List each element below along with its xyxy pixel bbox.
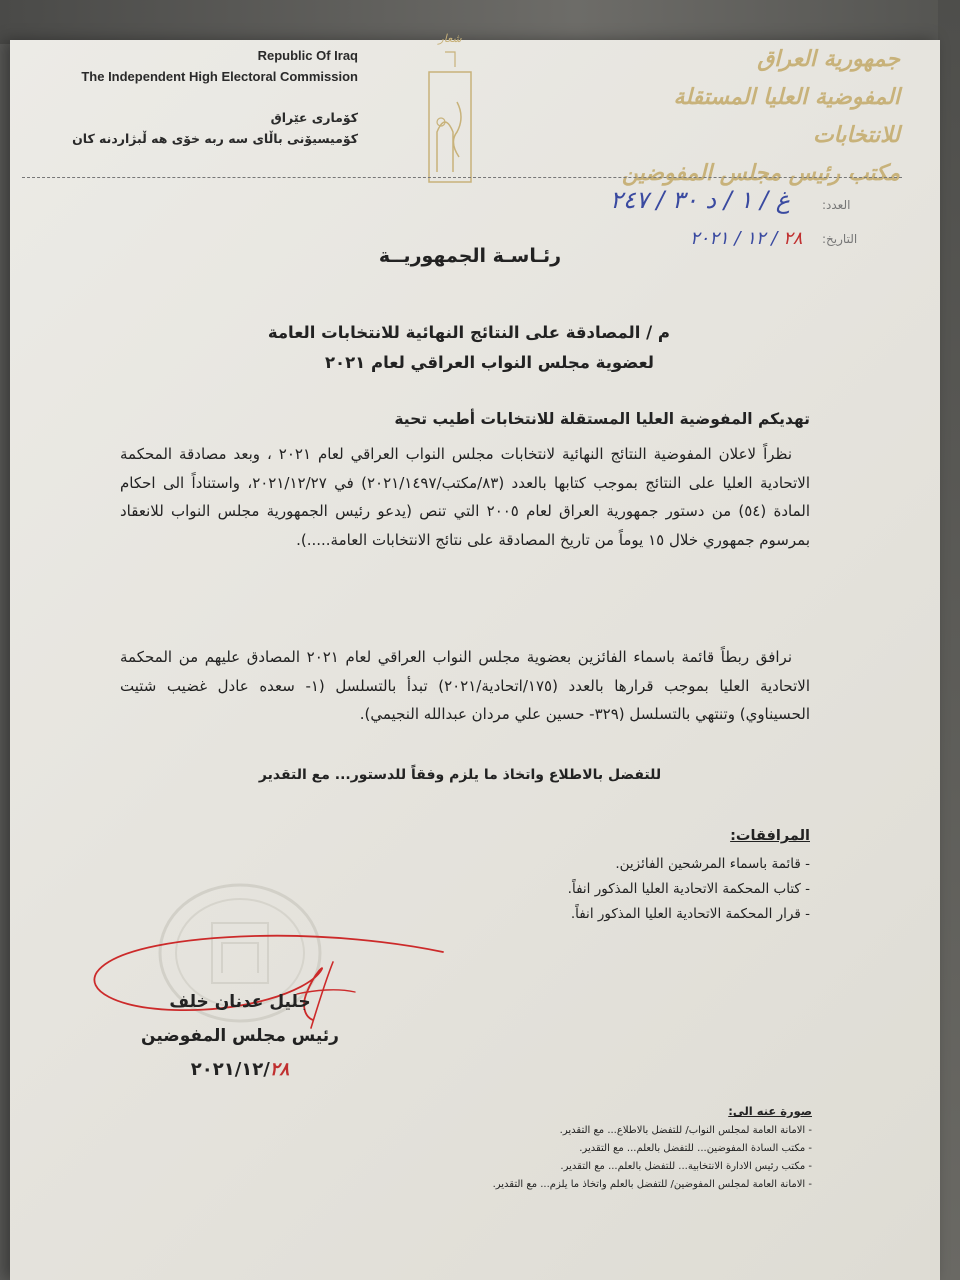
arabic-letterhead-line-3: مكتب رئيس مجلس المفوضين: [622, 160, 900, 186]
attachment-item: - قرار المحكمة الاتحادية العليا المذكور انفاً.: [570, 906, 810, 922]
background-desk-right: [938, 0, 960, 1280]
reference-date-label: التاريخ:: [822, 232, 858, 246]
english-letterhead-line-2: The Independent High Electoral Commission: [81, 69, 358, 84]
cc-title: صورة عنه الى:: [728, 1104, 812, 1118]
english-letterhead-line-1: Republic Of Iraq: [257, 48, 358, 63]
header-divider: [22, 177, 902, 178]
subject-line-1: م / المصادقة على النتائج النهائية للانتخابات العامة: [267, 323, 670, 342]
attachment-item: - كتاب المحكمة الاتحادية العليا المذكور انفاً.: [567, 881, 810, 897]
svg-text:شعار: شعار: [438, 32, 462, 45]
signer-block: [120, 985, 360, 1087]
reference-date-day: ٢٨: [783, 228, 803, 249]
body-paragraph-2: [120, 643, 810, 729]
signer-date: [120, 1053, 360, 1087]
subject: [200, 318, 670, 378]
signer-title: رئيس مجلس المفوضين: [141, 1026, 339, 1046]
arabic-letterhead: [590, 40, 900, 192]
kurdish-letterhead-line-2: كۆمیسیۆنی باڵای سه ربه خۆی هه ڵبژاردنه كان: [72, 131, 358, 146]
body-paragraph-2-text: نرافق ربطاً قائمة باسماء الفائزين بعضوية مجلس النواب العراقي لعام ٢٠٢١ المصادق عليهم من المحكمة الاتحادية العليا بموجب قرارها بالعدد (١٧٥/اتحادية/٢٠٢١) تبدأ بالتسلسل (١- سعده عادل غضيب شتيت الحسيناوي) وتنتهي بالتسلسل (٣٢٩- حسين علي مردان عبدالله النجيمي).: [120, 648, 810, 723]
kurdish-letterhead-line-1: كۆماری عێراق: [270, 110, 358, 125]
reference-number-handwritten: غ / ١ / د ٣٠ / ٢٤٧: [610, 186, 791, 214]
closing-line: للتفضل بالاطلاع واتخاذ ما يلزم وفقاً للدستور... مع التقدير: [258, 767, 662, 783]
addressee: رئـاسـة الجمهوريــة: [378, 245, 562, 267]
cc-item: - مكتب السادة المفوضين... للتفضل بالعلم... مع التقدير.: [579, 1143, 812, 1154]
body-paragraph-1: [120, 440, 810, 554]
reference-number-label: العدد:: [822, 198, 851, 212]
cc-list: [400, 1122, 812, 1194]
attachments-list: [480, 852, 810, 927]
reference-date-handwritten: [690, 228, 802, 249]
kurdish-letterhead: [28, 107, 358, 149]
attachments-title: المرافقات:: [730, 828, 810, 844]
cc-item: - الامانة العامة لمجلس النواب/ للتفضل بالاطلاع... مع التقدير.: [559, 1125, 812, 1136]
greeting: تهديكم المفوضية العليا المستقلة للانتخابات أطيب تحية: [394, 410, 810, 428]
body-paragraph-1-text: نظراً لاعلان المفوضية النتائج النهائية لانتخابات مجلس النواب العراقي لعام ٢٠٢١ ، وبعد مصادقة المحكمة الاتحادية العليا على النتائج بموجب كتابها بالعدد (٨٣/مكتب/٢٠٢١/١٤٩٧) في ٢٠٢١/١٢/٢٧، واستناداً الى احكام المادة (٥٤) من دستور جمهورية العراق لعام ٢٠٠٥ التي تنص (يدعو رئيس الجمهورية مجلس النواب للانعقاد بمرسوم جمهوري خلال ١٥ يوماً من تاريخ المصادقة على نتائج الانتخابات العامة.....).: [120, 445, 810, 549]
arabic-letterhead-line-1: جمهورية العراق: [757, 46, 900, 72]
cc-item: - مكتب رئيس الادارة الانتخابية... للتفضل بالعلم... مع التقدير.: [560, 1161, 812, 1172]
reference-date-rest: / ١٢ / ٢٠٢١: [690, 228, 778, 249]
signer-date-day: ٢٨: [269, 1059, 290, 1080]
attachment-item: - قائمة باسماء المرشحين الفائزين.: [615, 856, 810, 872]
cc-item: - الامانة العامة لمجلس المفوضين/ للتفضل بالعلم واتخاذ ما يلزم... مع التقدير.: [492, 1179, 812, 1190]
subject-line-2: لعضوية مجلس النواب العراقي لعام ٢٠٢١: [324, 353, 654, 372]
signer-name: جليل عدنان خلف: [169, 992, 311, 1012]
commission-emblem-icon: [415, 22, 485, 192]
english-letterhead: [28, 45, 358, 87]
arabic-letterhead-line-2: المفوضية العليا المستقلة للانتخابات: [673, 84, 900, 148]
signer-date-rest: ٢٠٢١/١٢/: [190, 1059, 270, 1080]
